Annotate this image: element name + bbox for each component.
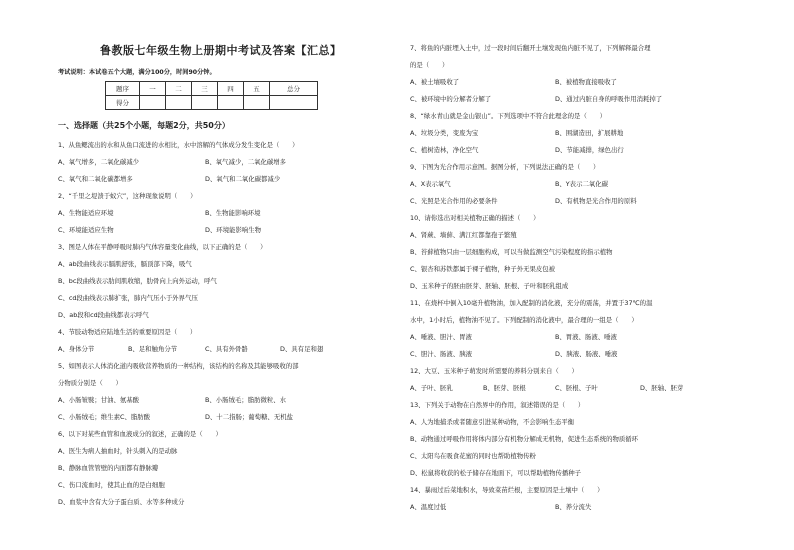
score-blank-cell [192,96,218,110]
option-text: C、小肠绒毛；维生素C、脂肪酸 [58,413,151,421]
question-text: 水中，1小时后，植物油不见了。下列配制的消化液中，最合理的一组是（ ） [410,316,638,324]
question-text: 6、以下对某些血管和血液成分的叙述，正确的是（ ） [58,430,222,438]
question-text: 2、“千里之堤溃于蚁穴”，这种现象说明（ ） [58,192,197,200]
option-text: B、围湖造田，扩展耕地 [555,129,624,137]
score-blank-cell [166,96,192,110]
section-heading: 一、选择题（共25个小题，每题2分，共50分） [58,121,230,130]
option-text: D、节能减排，绿色出行 [555,146,624,154]
score-cell: 三 [192,82,218,96]
option-text: B、静脉血管管壁的内面都有静脉瓣 [58,464,159,472]
score-blank-cell [270,96,318,110]
question-text: 的是（ ） [410,61,449,69]
option-text: B、动物通过呼吸作用将体内部分有机物分解成无机物，促进生态系统的物质循环 [410,435,639,443]
option-text: B、苔藓植物只由一层细胞构成，可以当做监测空气污染程度的指示植物 [410,248,613,256]
option-text: A、人为地捕杀或者随意引进某种动物，不会影响生态平衡 [410,418,575,426]
option-text: B、小肠绒毛；脂肪微粒、水 [205,396,287,404]
score-cell: 一 [140,82,166,96]
question-text: 8、“绿水青山就是金山银山”。下列选项中不符合此理念的是（ ） [410,112,607,120]
question-text: 3、图是人体在平静呼吸时肺内气体容量变化曲线，以下正确的是（ ） [58,243,267,251]
option-text: C、被环境中的分解者分解了 [410,95,492,103]
score-blank-cell [140,96,166,110]
question-text: 9、下图为光合作用示意图。据图分析，下列说法正确的是（ ） [410,163,600,171]
question-text: 11、在烧杯中倒入10毫升植物油，加入配制的消化液，充分的震荡，并置于37℃的温 [410,299,653,307]
question-text: 12、大豆、玉米种子萌发时所需要的养料分别来自（ ） [410,367,578,375]
question-text: 10、请你选出对相关植物正确的描述（ ） [410,214,540,222]
option-text: B、被植物直接吸收了 [555,78,617,86]
option-text: B、氧气减少，二氧化碳增多 [205,158,287,166]
option-text: C、cd段曲线表示肺扩张，肺内气压小于外界气压 [58,294,198,302]
option-text: D、胰液、肠液、唾液 [555,350,618,358]
option-text: A、小肠皱襞；甘油、氨基酸 [58,396,140,404]
option-text: A、X表示氧气 [410,180,451,188]
option-text: D、十二指肠；葡萄糖、无机盐 [205,413,293,421]
question-text: 13、下列关于动物在自然界中的作用，叙述错误的是（ ） [410,401,585,409]
question-text: 分物质分别是（ ） [58,379,122,387]
score-cell: 四 [218,82,244,96]
option-text: A、生物能适应环境 [58,209,114,217]
option-text: C、氧气和二氧化碳都增多 [58,175,133,183]
option-text: A、氧气增多，二氧化碳减少 [58,158,140,166]
option-text: D、胚轴、胚芽 [640,384,684,392]
option-text: C、植树造林，净化空气 [410,146,479,154]
score-table-score-row [106,96,318,110]
option-text: D、松鼠将收获的松子储存在地面下，可以帮助植物传播种子 [410,469,582,477]
option-text: B、养分流失 [555,503,592,511]
score-cell: 二 [166,82,192,96]
score-blank-cell [218,96,244,110]
option-text: A、垃圾分类，变废为宝 [410,129,479,137]
option-text: D、氧气和二氧化碳都减少 [205,175,281,183]
option-text: A、肾蕨、墙藓、满江红都靠孢子繁殖 [410,231,517,239]
option-text: D、通过内脏自身的呼吸作用消耗掉了 [555,95,663,103]
option-text: A、身体分节 [58,345,95,353]
option-text: B、足和触角分节 [128,345,178,353]
option-text: A、ab段曲线表示膈肌舒张，膈顶部下降，吸气 [58,260,192,268]
option-text: B、生物能影响环境 [205,209,261,217]
question-text: 4、节肢动物适应陆地生活的重要原因是（ ） [58,328,197,336]
option-text: D、玉米种子的胚由胚芽、胚轴、胚根、子叶和胚乳组成 [410,282,569,290]
option-text: D、有机物是光合作用的原料 [555,197,637,205]
option-text: D、ab段和cd段曲线都表示呼气 [58,311,149,319]
option-text: A、温度过低 [410,503,447,511]
score-blank-cell [244,96,270,110]
option-text: D、具有足和翅 [280,345,324,353]
option-text: C、具有外骨骼 [205,345,248,353]
question-text: 7、将鱼的内脏埋入土中，过一段时间后翻开土壤发现鱼内脏不见了，下列解释最合理 [410,44,651,52]
option-text: B、胃液、肠液、唾液 [555,333,617,341]
option-text: C、伤口流血时，使其止血的是白细胞 [58,481,165,489]
option-text: C、光照是光合作用的必要条件 [410,197,498,205]
score-cell: 总分 [270,82,318,96]
question-text: 1、从鱼鳃流出的水和从鱼口流进的水相比，水中溶解的气体成分发生变化是（ ） [58,141,299,149]
option-text: C、环境能适应生物 [58,226,114,234]
option-text: D、环境能影响生物 [205,226,262,234]
option-text: B、bc段曲线表示肋间肌收缩，肋骨向上向外运动，呼气 [58,277,217,285]
option-text: A、被土壤吸收了 [410,78,460,86]
score-cell: 得分 [106,96,140,110]
score-cell: 题序 [106,82,140,96]
option-text: C、胚根、子叶 [555,384,598,392]
option-text: C、银杏和苏铁都属于裸子植物，种子外无果皮包被 [410,265,556,273]
option-text: C、太阳鸟在吸食花蜜的同时也帮助植物传粉 [410,452,536,460]
option-text: A、医生为病人抽血时，针头刺入的是动脉 [58,447,178,455]
score-cell: 五 [244,82,270,96]
option-text: B、Y表示二氧化碳 [555,180,609,188]
score-table-header-row [106,82,318,96]
option-text: A、唾液、胆汁、胃液 [410,333,472,341]
exam-notice: 考试说明：本试卷五个大题，满分100分，时间90分钟。 [58,69,216,76]
option-text: D、血浆中含有大分子蛋白质、水等多种成分 [58,498,185,506]
question-text: 5、如图表示人体消化道内吸收营养物质的一种结构，该结构的名称及其能够吸收的部 [58,362,299,370]
option-text: A、子叶、胚乳 [410,384,453,392]
exam-title: 鲁教版七年级生物上册期中考试及答案【汇总】 [100,44,342,57]
question-text: 14、暴雨过后菜地积水，导致菜苗烂根，主要原因是土壤中（ ） [410,486,604,494]
score-table [105,81,318,110]
option-text: B、胚芽、胚根 [483,384,526,392]
option-text: C、胆汁、肠液、胰液 [410,350,472,358]
